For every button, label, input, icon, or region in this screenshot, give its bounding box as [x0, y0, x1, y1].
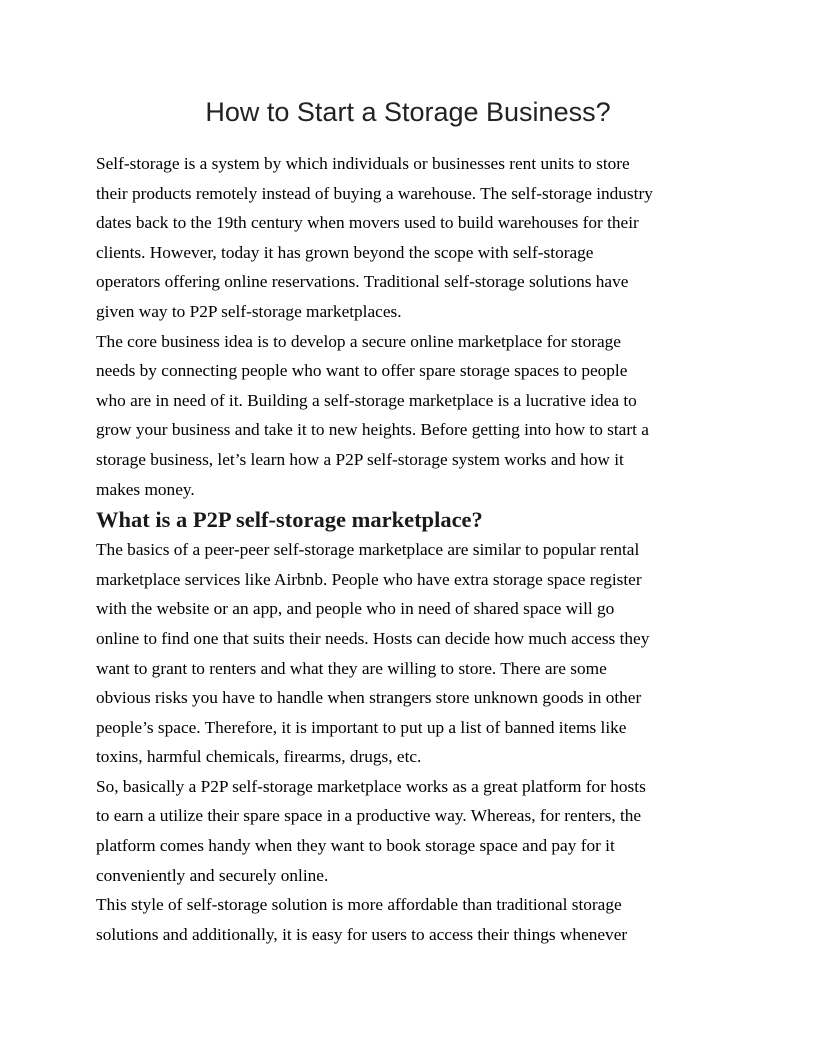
text-line: who are in need of it. Building a self-storage marketplace is a lucrative idea to: [96, 390, 637, 410]
intro-paragraph-1: [96, 149, 726, 327]
text-line: people’s space. Therefore, it is important to put up a list of banned items like: [96, 717, 627, 737]
text-line: Self-storage is a system by which individuals or businesses rent units to store: [96, 154, 630, 173]
text-line: The core business idea is to develop a secure online marketplace for storage: [96, 331, 621, 351]
text-line: conveniently and securely online.: [96, 865, 329, 885]
text-line: solutions and additionally, it is easy for users to access their things whenever: [96, 924, 628, 944]
text-line: toxins, harmful chemicals, firearms, drugs, etc.: [96, 747, 422, 767]
text-line: given way to P2P self-storage marketplaces.: [96, 301, 402, 321]
text-line: storage business, let’s learn how a P2P self-storage system works and how it: [96, 449, 624, 469]
text-line: online to find one that suits their needs. Hosts can decide how much access they: [96, 628, 650, 648]
section-paragraph-3: [96, 890, 726, 949]
text-line: marketplace services like Airbnb. People who have extra storage space register: [96, 569, 642, 589]
text-line: This style of self-storage solution is more affordable than traditional storage: [96, 895, 622, 915]
text-line: makes money.: [96, 479, 195, 499]
text-line: So, basically a P2P self-storage marketplace works as a great platform for hosts: [96, 776, 646, 796]
text-line: platform comes handy when they want to book storage space and pay for it: [96, 836, 615, 856]
text-line: The basics of a peer-peer self-storage marketplace are similar to popular rental: [96, 540, 640, 560]
text-line: with the website or an app, and people who in need of shared space will go: [96, 599, 615, 619]
section-heading: What is a P2P self-storage marketplace?: [96, 507, 483, 533]
document-body: [96, 149, 726, 949]
text-line: their products remotely instead of buying a warehouse. The self-storage industry: [96, 183, 653, 203]
text-line: grow your business and take it to new heights. Before getting into how to start a: [96, 420, 649, 440]
text-line: want to grant to renters and what they are willing to store. There are some: [96, 658, 607, 678]
section-paragraph-2: [96, 772, 726, 890]
intro-paragraph-2: [96, 327, 726, 505]
text-line: obvious risks you have to handle when strangers store unknown goods in other: [96, 688, 642, 708]
text-line: dates back to the 19th century when movers used to build warehouses for their: [96, 213, 639, 233]
text-line: to earn a utilize their spare space in a productive way. Whereas, for renters, the: [96, 806, 642, 826]
text-line: operators offering online reservations. Traditional self-storage solutions have: [96, 272, 629, 292]
text-line: clients. However, today it has grown beyond the scope with self-storage: [96, 242, 594, 262]
text-line: needs by connecting people who want to offer spare storage spaces to people: [96, 361, 628, 381]
page-title: How to Start a Storage Business?: [205, 97, 611, 127]
section-paragraph-1: [96, 535, 726, 772]
